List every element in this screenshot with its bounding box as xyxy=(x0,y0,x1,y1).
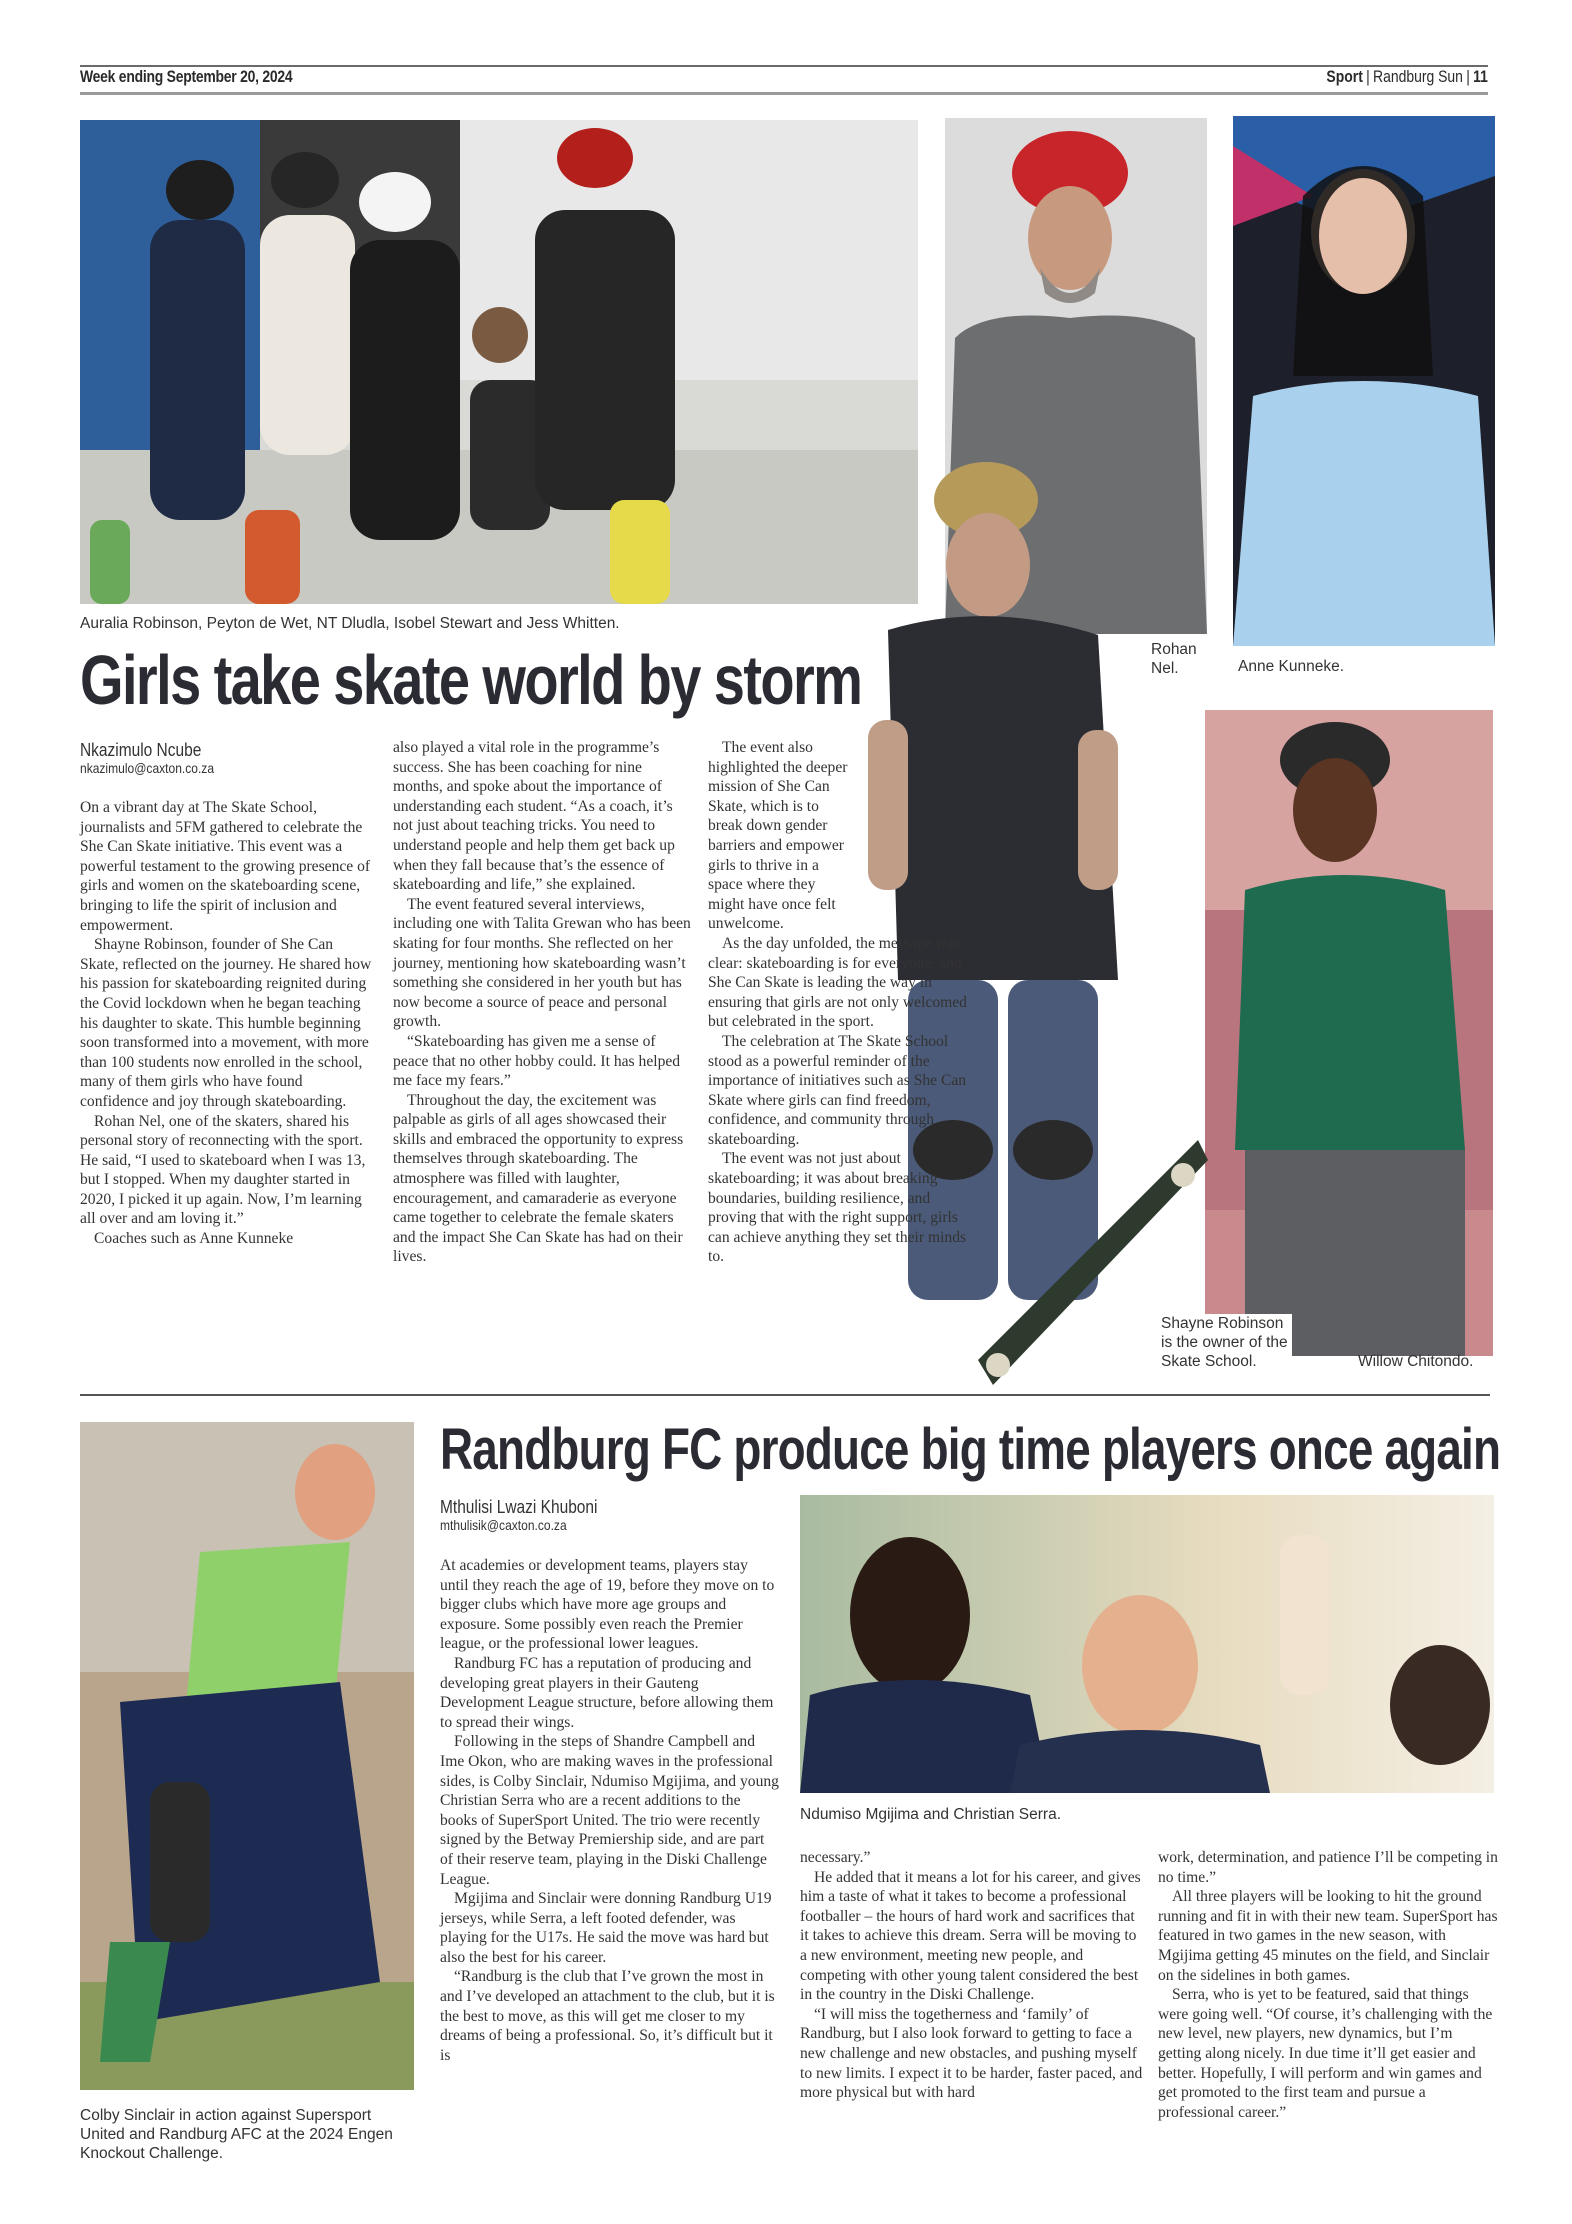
rohan-caption-line: Rohan xyxy=(1151,641,1197,658)
paragraph: “Randburg is the club that I’ve grown the most in and I’ve developed an attachment to the club, but it is the best to move, as this will get me closer to my dreams of being a professional. So, it’s difficult but it is xyxy=(440,1968,775,2064)
paragraph: The event featured several interviews, including one with Talita Grewan who has been skating for four months. She reflected on her journey, mentioning how skateboarding wasn’t something she considered in her youth but has now become a source of peace and personal growth. xyxy=(393,895,691,1031)
paragraph: Following in the steps of Shandre Campbell and Ime Okon, who are making waves in the professional sides, is Colby Sinclair, Ndumiso Mgijima, and young Christian Serra who are a recent additions to the books of SuperSport United. The trio were recently signed by the Betway Premiership side, and are part of their reserve team, playing in the Diski Challenge League. xyxy=(440,1733,779,1888)
article1-column-2 xyxy=(393,738,693,1267)
author-email[interactable]: nkazimulo@caxton.co.za xyxy=(80,760,215,776)
page-folio xyxy=(1327,67,1488,87)
article2-column-3 xyxy=(1158,1848,1498,2122)
paragraph: work, determination, and patience I’ll be competing in no time.” xyxy=(1158,1849,1498,1886)
paragraph: “I will miss the togetherness and ‘family’ of Randburg, but I also look forward to getting to face a new challenge and new obstacles, and pushing myself to new limits. I expect it to be harder, faster paced, and more physical but with hard xyxy=(800,2005,1143,2102)
publication-name: Randburg Sun xyxy=(1373,67,1464,86)
duo-photo xyxy=(800,1495,1494,1793)
paragraph: Mgijima and Sinclair were donning Randburg U19 jerseys, while Serra, a left footed defender, was playing for the U17s. He said the move was hard but also the best for his career. xyxy=(440,1890,772,1966)
anne-caption: Anne Kunneke. xyxy=(1238,658,1345,675)
paragraph: On a vibrant day at The Skate School, journalists and 5FM gathered to celebrate the She Can Skate initiative. This event was a powerful testament to the growing presence of girls and women on the skateboarding scene, bringing to life the spirit of inclusion and empowerment. xyxy=(80,799,371,934)
folio-separator: | xyxy=(1466,67,1470,86)
rohan-caption-line: Nel. xyxy=(1151,660,1179,677)
author-email[interactable]: mthulisik@caxton.co.za xyxy=(440,1517,567,1533)
paragraph: The celebration at The Skate School stood as a powerful reminder of the importance of initiatives such as She Can Skate where girls can find freedom, confidence, and community through skateboarding. xyxy=(708,1032,967,1148)
paragraph: also played a vital role in the programme’s success. She has been coaching for nine months, and spoke about the importance of understanding each student. “As a coach, it’s not just about teaching tricks. You need to understand people and help them get back up when they fall because that’s the essence of skateboarding and life,” she explained. xyxy=(393,739,675,894)
duo-caption: Ndumiso Mgijima and Christian Serra. xyxy=(800,1806,1062,1823)
shayne-caption-line: Shayne Robinson xyxy=(1161,1315,1284,1332)
paragraph: As the day unfolded, the message was clear: skateboarding is for everyone, and She Can Skate is leading the way in ensuring that girls are not only welcomed but celebrated in the sport. xyxy=(708,934,967,1031)
paragraph: Shayne Robinson, founder of She Can Skate, reflected on the journey. He shared how his passion for skateboarding reignited during the Covid lockdown when he began teaching his daughter to skate. This humble beginning soon transformed into a movement, with more than 100 students now enrolled in the school, many of them girls who have found confidence and joy through skateboarding. xyxy=(80,936,372,1110)
header-rule-bottom xyxy=(80,92,1488,95)
article2-headline: Randburg FC produce big time players once again xyxy=(440,1417,1501,1482)
paragraph: At academies or development teams, players stay until they reach the age of 19, before they move on to bigger clubs which have more age groups and exposure. Some possibly even reach the Premier league, or the professional lower leagues. xyxy=(440,1557,775,1653)
paragraph: Coaches such as Anne Kunneke xyxy=(94,1230,294,1248)
article1-byline xyxy=(80,740,236,777)
issue-date: Week ending September 20, 2024 xyxy=(80,67,293,86)
article2-column-1 xyxy=(440,1556,780,2065)
page-number: 11 xyxy=(1473,67,1488,86)
paragraph: He added that it means a lot for his career, and gives him a taste of what it takes to become a professional footballer – the hours of hard work and sacrifices that it takes to achieve this dream. Serra will be moving to a new environment, meeting new people, and competing with other young talent considered the best in the country in the Diski Challenge. xyxy=(800,1868,1141,2004)
author-name: Nkazimulo Ncube xyxy=(80,740,202,760)
paragraph: Randburg FC has a reputation of producing and developing great players in their Gauteng Development League structure, before allowing them to spread their wings. xyxy=(440,1654,774,1731)
group-photo xyxy=(80,120,918,604)
shayne-caption xyxy=(1157,1314,1292,1371)
paragraph: All three players will be looking to hit the ground running and fit in with their new team. SuperSport has featured in two games in the new season, with Mgijima getting 45 minutes on the field, and Sinclair on the sidelines in both games. xyxy=(1158,1888,1498,1984)
paragraph: Serra, who is yet to be featured, said that things were going well. “Of course, it’s challenging with the new level, new players, new dynamics, but I’m getting along nicely. In due time it’ll get easier and better. Hopefully, I will perform and win games and get promoted to the first team and pursue a professional career.” xyxy=(1158,1986,1493,2121)
colby-caption: Colby Sinclair in action against Supersport United and Randburg AFC at the 2024 Engen Knockout Challenge. xyxy=(80,2107,393,2162)
author-name: Mthulisi Lwazi Khuboni xyxy=(440,1497,598,1517)
article1-headline: Girls take skate world by storm xyxy=(80,641,862,719)
article-divider xyxy=(80,1394,1490,1396)
article2-column-2 xyxy=(800,1848,1144,2103)
article2-byline xyxy=(440,1497,623,1534)
colby-photo xyxy=(80,1422,414,2090)
paragraph: The event was not just about skateboarding; it was about breaking boundaries, building resilience, and proving that with the right support, girls can achieve anything they set their minds to. xyxy=(708,1150,967,1266)
anne-photo xyxy=(1233,116,1495,646)
article1-column-3 xyxy=(708,738,970,1267)
group-photo-caption: Auralia Robinson, Peyton de Wet, NT Dludla, Isobel Stewart and Jess Whitten. xyxy=(80,615,620,632)
paragraph: The event also highlighted the deeper mission of She Can Skate, which is to break down gender barriers and empower girls to thrive in a space where they might have once felt unwelcome. xyxy=(708,739,848,933)
article1-column-1 xyxy=(80,798,374,1249)
shayne-caption-line: Skate School. xyxy=(1161,1353,1257,1370)
paragraph: Rohan Nel, one of the skaters, shared his personal story of reconnecting with the sport. He said, “I used to skateboard when I was 13, but I stopped. When my daughter started in 2020, I picked it up again. Now, I’m learning all over and am loving it.” xyxy=(80,1112,366,1228)
paragraph: “Skateboarding has given me a sense of peace that no other hobby could. It has helped me face my fears.” xyxy=(393,1032,681,1090)
willow-caption: Willow Chitondo. xyxy=(1358,1353,1474,1370)
willow-photo xyxy=(1205,710,1493,1356)
shayne-caption-line: is the owner of the xyxy=(1161,1334,1288,1351)
paragraph: Throughout the day, the excitement was palpable as girls of all ages showcased their skills and embraced the opportunity to express themselves through skateboarding. The atmosphere was filled with laughter, encouragement, and camaraderie as everyone came together to celebrate the female skaters and the impact She Can Skate has had on their lives. xyxy=(393,1091,684,1266)
paragraph: necessary.” xyxy=(800,1849,871,1866)
section-name: Sport xyxy=(1326,67,1363,86)
folio-separator: | xyxy=(1366,67,1370,86)
